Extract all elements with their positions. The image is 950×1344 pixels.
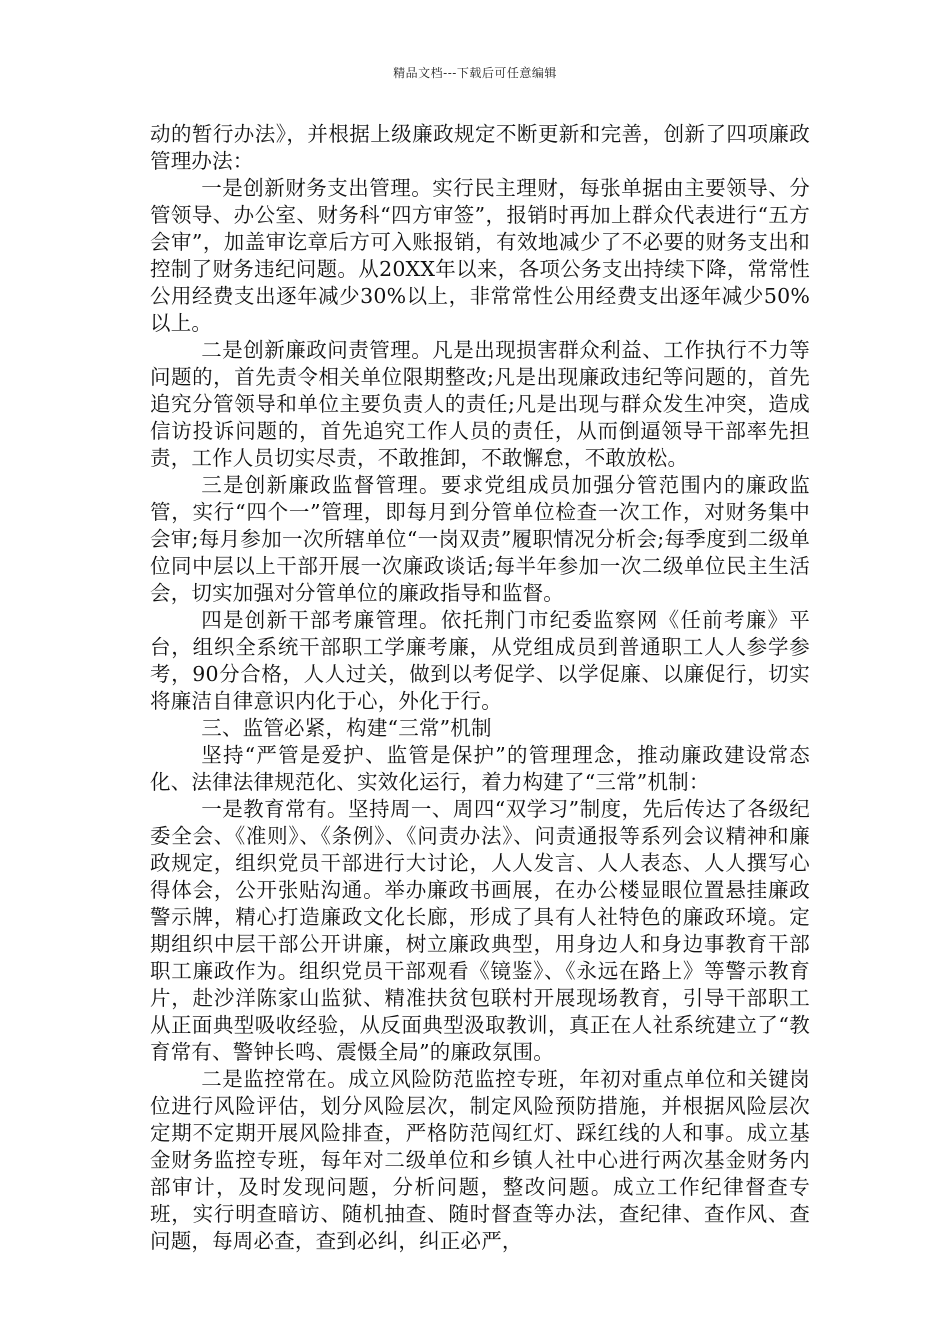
section-heading: 三、监管必紧，构建“三常”机制 [201, 716, 492, 740]
document-body [150, 121, 810, 1255]
paragraph-finance-management: 一是创新财务支出管理。实行民主理财，每张单据由主要领导、分管领导、办公室、财务科“四方审签”，报销时再加上群众代表进行“五方会审”，加盖审讫章后方可入账报销，有效地减少了不必要的财务支出和控制了财务违纪问题。从20XX年以来，各项公务支出持续下降，常常性公用经费支出逐年减少30%以上，非常常性公用经费支出逐年减少50%以上。 [150, 176, 810, 335]
page-header: 精品文档---下载后可任意编辑 [393, 66, 557, 80]
paragraph-continuation: 动的暂行办法》，并根据上级廉政规定不断更新和完善，创新了四项廉政管理办法： [150, 122, 810, 173]
paragraph-accountability-management: 二是创新廉政问责管理。凡是出现损害群众利益、工作执行不力等问题的，首先责令相关单位限期整改;凡是出现廉政违纪等问题的，首先追究分管领导和单位主要负责人的责任;凡是出现与群众发生冲突，造成信访投诉问题的，首先追究工作人员的责任，从而倒逼领导干部率先担责，工作人员切实尽责，不敢推卸，不敢懈怠，不敢放松。 [150, 338, 810, 470]
paragraph-monitoring: 二是监控常在。成立风险防范监控专班，年初对重点单位和关键岗位进行风险评估，划分风险层次，制定风险预防措施，并根据风险层次定期不定期开展风险排查，严格防范闯红灯、踩红线的人和事。成立基金财务监控专班，每年对二级单位和乡镇人社中心进行两次基金财务内部审计，及时发现问题，分析问题，整改问题。成立工作纪律督查专班，实行明查暗访、随机抽查、随时督查等办法，查纪律、查作风、查问题，每周必查，查到必纠，纠正必严， [150, 1067, 810, 1253]
paragraph-supervision-management: 三是创新廉政监督管理。要求党组成员加强分管范围内的廉政监管，实行“四个一”管理，即每月到分管单位检查一次工作，对财务集中会审;每月参加一次所辖单位“一岗双责”履职情况分析会;每季度到二级单位同中层以上干部开展一次廉政谈话;每半年参加一次二级单位民主生活会，切实加强对分管单位的廉政指导和监督。 [150, 473, 810, 605]
paragraph-mechanism-intro: 坚持“严管是爱护、监管是保护”的管理理念，推动廉政建设常态化、法律法律规范化、实效化运行，着力构建了“三常”机制： [150, 743, 810, 794]
paragraph-cadre-assessment: 四是创新干部考廉管理。依托荆门市纪委监察网《任前考廉》平台，组织全系统干部职工学廉考廉，从党组成员到普通职工人人参学参考，90分合格，人人过关，做到以考促学、以学促廉、以廉促行，切实将廉洁自律意识内化于心，外化于行。 [150, 608, 810, 713]
paragraph-education: 一是教育常有。坚持周一、周四“双学习”制度，先后传达了各级纪委全会、《准则》、《条例》、《问责办法》、问责通报等系列会议精神和廉政规定，组织党员干部进行大讨论，人人发言、人人表态、人人撰写心得体会，公开张贴沟通。举办廉政书画展，在办公楼显眼位置悬挂廉政警示牌，精心打造廉政文化长廊，形成了具有人社特色的廉政环境。定期组织中层干部公开讲廉，树立廉政典型，用身边人和身边事教育干部职工廉政作为。组织党员干部观看《镜鉴》、《永远在路上》等警示教育片，赴沙洋陈家山监狱、精准扶贫包联村开展现场教育，引导干部职工从正面典型吸收经验，从反面典型汲取教训，真正在人社系统建立了“教育常有、警钟长鸣、震慑全局”的廉政氛围。 [150, 797, 810, 1064]
